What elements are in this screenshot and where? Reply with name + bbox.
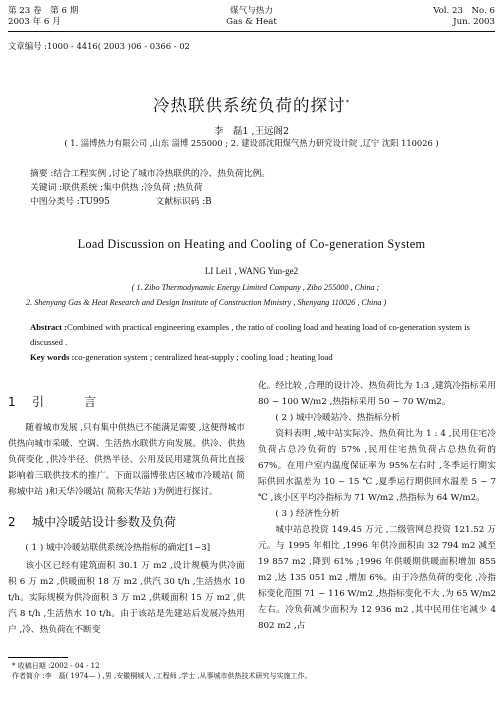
english-authors: LI Lei1 , WANG Yun-ge2 [204, 266, 299, 276]
section-1-title: 引 言 [32, 395, 111, 409]
subsection-3-heading: ( 3 ) 经济性分析 [275, 509, 340, 519]
english-affiliation-2: 2. Shenyang Gas & Heat Research and Design Institute of Construction Ministry , Shenyang 110026 , China ) [26, 298, 387, 307]
abstract-label: Abstract : [30, 322, 67, 332]
english-abstract-block [30, 320, 479, 365]
keywords-text: co-generation system ; centralized heat-supply ; cooling load ; heating load [74, 352, 333, 362]
abstract-text: Combined with practical engineering examples , the ratio of cooling load and heating load of co-generation system is discussed . [30, 322, 470, 347]
subsection-1-paragraph: 该小区已经有建筑面积 30.1 万 m2 ,设计规模为供冷面积 6 万 m2 ,供暖面积 18 万 m2 ,供汽 30 t/h ,生活热水 10 t/h。实际规模为供冷面积 3 万 m2 ,供暖面积 15 万 m2 ,供汽 8 t/h ,生活热水 10 t/h。由于该站是先建站后发展冷热用户 ,冷、热负荷在不断变 [8, 561, 245, 635]
authors: 李 磊1 ,王远阁2 [213, 126, 290, 137]
running-header [8, 6, 495, 30]
section-2-heading [8, 514, 245, 530]
journal-name-en: Gas & Heat [226, 17, 277, 27]
english-affiliation-1: ( 1. Zibo Thermodynamic Energy Limited Company , Zibo 255000 , China ; [131, 283, 380, 292]
left-column [8, 378, 245, 638]
right-column [258, 378, 496, 634]
right-paragraph-2: 资料表明 ,城中站实际冷、热负荷比为 1 : 4 ,民用住宅冷负荷占总冷负荷的 57% ,民用住宅热负荷占总热负荷的 67%。在用户室内温度保证率为 95%左右时 ,冬季运行期实际供回水温差为 10 ~ 15 ℃ ,夏季运行期供回水温差 5 ~ 7 ℃ ,该小区平均冷指标为 71 W/m2 ,热指标为 64 W/m2。 [258, 429, 496, 503]
english-keywords [30, 350, 479, 365]
keywords-label: Key words : [30, 352, 75, 362]
title-footnote-mark: * [345, 98, 350, 107]
classification-code: 中图分类号 :TU995 [30, 197, 110, 207]
article-number: 文章编号 :1000 - 4416( 2003 )06 - 0366 - 02 [8, 41, 190, 51]
footnote-received-date: * 收稿日期 :2002 - 04 - 12 [12, 662, 100, 670]
affiliation: ( 1. 淄博热力有限公司 ,山东 淄博 255000 ; 2. 建设部沈阳煤气热力研究设计院 ,辽宁 沈阳 110026 ) [64, 138, 439, 148]
header-date: 2003 年 6 月 [8, 17, 61, 27]
abstract-zh: 摘要 :结合工程实例 ,讨论了城市冷热联供的冷、热负荷比例。 [30, 169, 271, 179]
section-1-number: 1 [8, 395, 16, 409]
keywords-zh: 关键词 :联供系统 ;集中供热 ;冷负荷 ;热负荷 [30, 183, 203, 193]
footnote-rule [8, 657, 68, 658]
footnote-author-bio: 作者简介 :李 磊( 1974— ) ,男 ,安徽桐城人 ,工程师 ,学士 ,从事城市供热技术研究与实施工作。 [12, 672, 312, 680]
subsection-2-heading: ( 2 ) 城中冷暖站冷、热指标分析 [275, 413, 401, 423]
footnote [12, 661, 312, 681]
classification-row [30, 195, 270, 209]
section-2-number: 2 [8, 515, 16, 529]
chinese-abstract-block [30, 167, 270, 209]
subsection-1-heading: ( 1 ) 城中冷暖站联供系统冷热指标的确定[1~3] [25, 543, 211, 553]
english-abstract [30, 320, 479, 350]
section-1-paragraph: 随着城市发展 ,只有集中供热已不能满足需要 ,这便得城市供热向城市采暖、空调、生活热水联供方向发展。供冷、供热负荷变化 ,供冷半径、供热半径、公用及民用建筑负荷比直接影响着三联供技术的推广。下面以淄博张店区城市冷暖站( 简称城中站 )和天华冷暖站( 简称天华站 )为例进行探讨。 [8, 423, 245, 497]
paper-title [0, 92, 503, 116]
title-text: 冷热联供系统负荷的探讨 [153, 96, 346, 115]
header-right [433, 6, 495, 28]
english-affiliation [26, 280, 485, 310]
right-paragraph-3: 城中站总投资 149.45 万元 ,二级管网总投资 121.52 万元。与 1995 年相比 ,1996 年供冷面积由 32 794 m2 减至 19 857 m2 ,降到 61% ;1996 年供暖期供暖面积增加 855 m2 ,达 135 051 m2 ,增加 6%。由于冷热负荷的变化 ,冷指标变化范围 71 ~ 116 W/m2 ,热指标变化不大 ,为 65 W/m2 左右。冷负荷减少面积为 12 936 m2 ,其中民用住宅减少 4 802 m2 ,占 [258, 525, 496, 631]
right-paragraph-1: 化。经比较 ,合理的设计冷、热负荷比为 1:3 ,建筑冷指标采用 80 ~ 100 W/m2 ,热指标采用 50 ~ 70 W/m2。 [258, 381, 496, 407]
header-center [8, 6, 495, 28]
document-code: 文献标识码 :B [155, 197, 212, 207]
section-1-heading [8, 394, 245, 410]
header-date-en: Jun. 2003 [453, 17, 495, 27]
section-2-title: 城中冷暖站设计参数及负荷 [32, 515, 177, 529]
journal-name-zh: 煤气与热力 [230, 6, 273, 16]
english-title: Load Discussion on Heating and Cooling of Co-generation System [77, 237, 426, 251]
header-volume: 第 23 卷 第 6 期 [8, 6, 79, 16]
header-rule [8, 31, 495, 32]
header-volume-en: Vol. 23 No. 6 [433, 6, 495, 16]
